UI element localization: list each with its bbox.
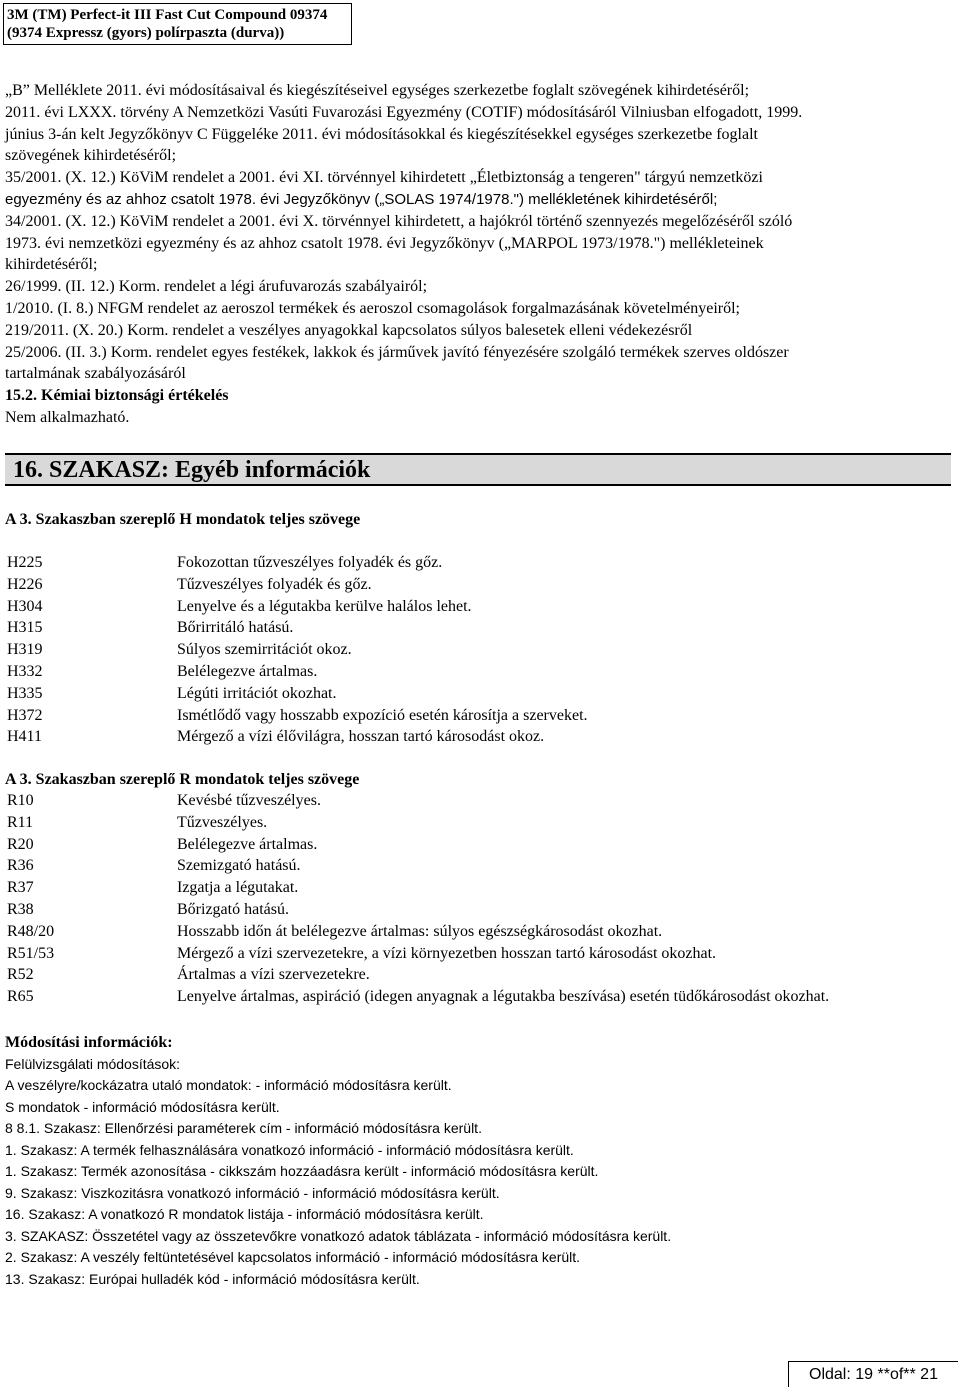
modification-line: S mondatok - információ módosításra került. <box>5 1098 280 1115</box>
list-item <box>7 661 588 683</box>
list-item <box>7 943 829 965</box>
regulation-line: 26/1999. (II. 12.) Korm. rendelet a légi árufuvarozás szabályairól; <box>5 278 428 296</box>
statement-code: H372 <box>7 706 43 724</box>
statement-text: Szemizgató hatású. <box>177 857 301 875</box>
statement-code: R11 <box>7 813 34 831</box>
list-item <box>7 986 829 1008</box>
modification-line: 16. Szakasz: A vonatkozó R mondatok listája - információ módosításra került. <box>5 1206 484 1222</box>
modification-line: 3. SZAKASZ: Összetétel vagy az összetevőkre vonatkozó adatok táblázata - információ módosításra került. <box>5 1227 672 1244</box>
product-name: 3M (TM) Perfect-it III Fast Cut Compound 09374 <box>7 7 328 23</box>
h-statements-heading: A 3. Szakaszban szereplő H mondatok teljes szövege <box>5 511 361 528</box>
list-item <box>7 899 829 921</box>
list-item <box>7 639 588 661</box>
statement-text: Ártalmas a vízi szervezetekre. <box>177 966 370 984</box>
list-item <box>7 855 829 877</box>
statement-code: R65 <box>7 988 34 1006</box>
statement-text: Bőrizgató hatású. <box>177 900 289 918</box>
modification-title: Módosítási információk: <box>5 1034 173 1051</box>
statement-code: H304 <box>7 597 43 615</box>
regulation-line: 2011. évi LXXX. törvény A Nemzetközi Vasúti Fuvarozási Egyezmény (COTIF) módosításáról Vilniusban elfogadott, 1999. <box>5 103 803 121</box>
statement-text: Hosszabb időn át belélegezve ártalmas: súlyos egészségkárosodást okozhat. <box>177 922 663 940</box>
regulation-line: 25/2006. (II. 3.) Korm. rendelet egyes festékek, lakkok és járművek javító fényezésére szolgáló termékek szerves oldószer <box>5 343 789 361</box>
modification-line: 8 8.1. Szakasz: Ellenőrzési paraméterek cím - információ módosításra került. <box>5 1120 482 1136</box>
document-header <box>3 3 352 45</box>
list-item <box>7 834 829 856</box>
statement-text: Légúti irritációt okozhat. <box>177 684 337 702</box>
statement-code: H319 <box>7 641 43 659</box>
statement-code: H225 <box>7 554 43 571</box>
modification-line: 9. Szakasz: Viszkozitásra vonatkozó információ - információ módosításra került. <box>5 1184 500 1201</box>
statement-text: Bőrirritáló hatású. <box>177 619 294 637</box>
statement-code: R10 <box>7 792 34 809</box>
r-statements-heading: A 3. Szakaszban szereplő R mondatok teljes szövege <box>5 771 360 788</box>
statement-code: H332 <box>7 662 43 680</box>
statement-text: Súlyos szemirritációt okoz. <box>177 641 352 659</box>
list-item <box>7 683 588 705</box>
statement-code: R38 <box>7 900 34 918</box>
statement-code: H335 <box>7 684 43 702</box>
statement-text: Mérgező a vízi élővilágra, hosszan tartó károsodást okoz. <box>177 728 545 746</box>
regulation-line: egyezmény és az ahhoz csatolt 1978. évi Jegyzőkönyv („SOLAS 1974/1978.") mellékletének kihirdetéséről; <box>5 190 718 208</box>
modification-line: 1. Szakasz: A termék felhasználására vonatkozó információ - információ módosításra került. <box>5 1141 574 1158</box>
r-statements-list <box>7 790 829 1008</box>
statement-code: R20 <box>7 835 34 853</box>
statement-text: Tűzveszélyes. <box>177 813 268 831</box>
regulation-line: 219/2011. (X. 20.) Korm. rendelet a veszélyes anyagokkal kapcsolatos súlyos balesetek elleni védekezésről <box>5 321 693 339</box>
subsection-heading: 15.2. Kémiai biztonsági értékelés <box>5 387 229 405</box>
list-item <box>7 877 829 899</box>
statement-text: Lenyelve és a légutakba kerülve halálos lehet. <box>177 597 472 615</box>
statement-code: R51/53 <box>7 944 55 962</box>
list-item <box>7 812 829 834</box>
regulation-line: „B” Melléklete 2011. évi módosításaival és kiegészítéseivel egységes szerkezetbe foglalt szövegének kihirdetéséről; <box>5 82 750 99</box>
list-item <box>7 921 829 943</box>
statement-code: R48/20 <box>7 922 55 940</box>
modification-line: 1. Szakasz: Termék azonosítása - cikkszám hozzáadásra került - információ módosításra került. <box>5 1163 599 1179</box>
statement-text: Kevésbé tűzveszélyes. <box>177 792 321 809</box>
statement-text: Belélegezve ártalmas. <box>177 835 318 853</box>
regulation-line: szövegének kihirdetéséről; <box>5 147 177 165</box>
list-item <box>7 705 588 727</box>
regulation-line: tartalmának szabályozásáról <box>5 365 186 383</box>
statement-text: Belélegezve ártalmas. <box>177 662 318 680</box>
statement-text: Ismétlődő vagy hosszabb expozíció esetén károsítja a szerveket. <box>177 706 588 724</box>
assessment-value: Nem alkalmazható. <box>5 408 130 426</box>
page-number: Oldal: 19 **of** 21 <box>788 1361 958 1387</box>
list-item <box>7 552 588 574</box>
statement-code: R37 <box>7 879 34 897</box>
regulation-line: 35/2001. (X. 12.) KöViM rendelet a 2001. évi XI. törvénnyel kihirdetett „Életbiztonság a tengeren" tárgyú nemzetközi <box>5 169 763 187</box>
list-item <box>7 574 588 596</box>
statement-code: H411 <box>7 728 42 746</box>
regulation-line: kihirdetéséről; <box>5 256 98 274</box>
list-item <box>7 596 588 618</box>
statement-text: Fokozottan tűzveszélyes folyadék és gőz. <box>177 554 443 571</box>
statement-code: H226 <box>7 575 43 593</box>
regulation-line: 1973. évi nemzetközi egyezmény és az ahhoz csatolt 1978. évi Jegyzőkönyv („MARPOL 1973/1978.") mellékleteinek <box>5 234 764 252</box>
modification-line: A veszélyre/kockázatra utaló mondatok: - információ módosításra került. <box>5 1077 452 1093</box>
product-subtitle: (9374 Expressz (gyors) polírpaszta (durva)) <box>7 25 285 41</box>
modification-line: 2. Szakasz: A veszély feltüntetésével kapcsolatos információ - információ módosításra került. <box>5 1249 581 1265</box>
section-title: 16. SZAKASZ: Egyéb információk <box>13 457 371 483</box>
section-16-header <box>5 453 951 486</box>
regulations-list <box>5 80 950 429</box>
statement-code: R52 <box>7 966 34 984</box>
modification-line: 13. Szakasz: Európai hulladék kód - információ módosításra került. <box>5 1270 420 1287</box>
list-item <box>7 617 588 639</box>
modification-line: Felülvizsgálati módosítások: <box>5 1055 181 1072</box>
regulation-line: 1/2010. (I. 8.) NFGM rendelet az aeroszol termékek és aeroszol csomagolások forgalmazásának követelményeiről; <box>5 299 740 317</box>
list-item <box>7 790 829 812</box>
modification-info <box>5 1032 671 1290</box>
list-item <box>7 726 588 748</box>
statement-code: R36 <box>7 857 34 875</box>
h-statements-list <box>7 552 588 748</box>
statement-code: H315 <box>7 619 43 637</box>
regulation-line: 34/2001. (X. 12.) KöViM rendelet a 2001. évi X. törvénnyel kihirdetett, a hajókról történő szennyezés megelőzéséről szóló <box>5 212 793 230</box>
list-item <box>7 964 829 986</box>
statement-text: Lenyelve ártalmas, aspiráció (idegen anyagnak a légutakba beszívása) esetén tüdőkárosodást okozhat. <box>177 988 830 1006</box>
regulation-line: június 3-án kelt Jegyzőkönyv C Függeléke 2011. évi módosításokkal és kiegészítésekkel egységes szerkezetbe foglalt <box>5 125 758 143</box>
statement-text: Mérgező a vízi szervezetekre, a vízi környezetben hosszan tartó károsodást okozhat. <box>177 944 717 962</box>
statement-text: Izgatja a légutakat. <box>177 879 299 897</box>
statement-text: Tűzveszélyes folyadék és gőz. <box>177 575 372 593</box>
